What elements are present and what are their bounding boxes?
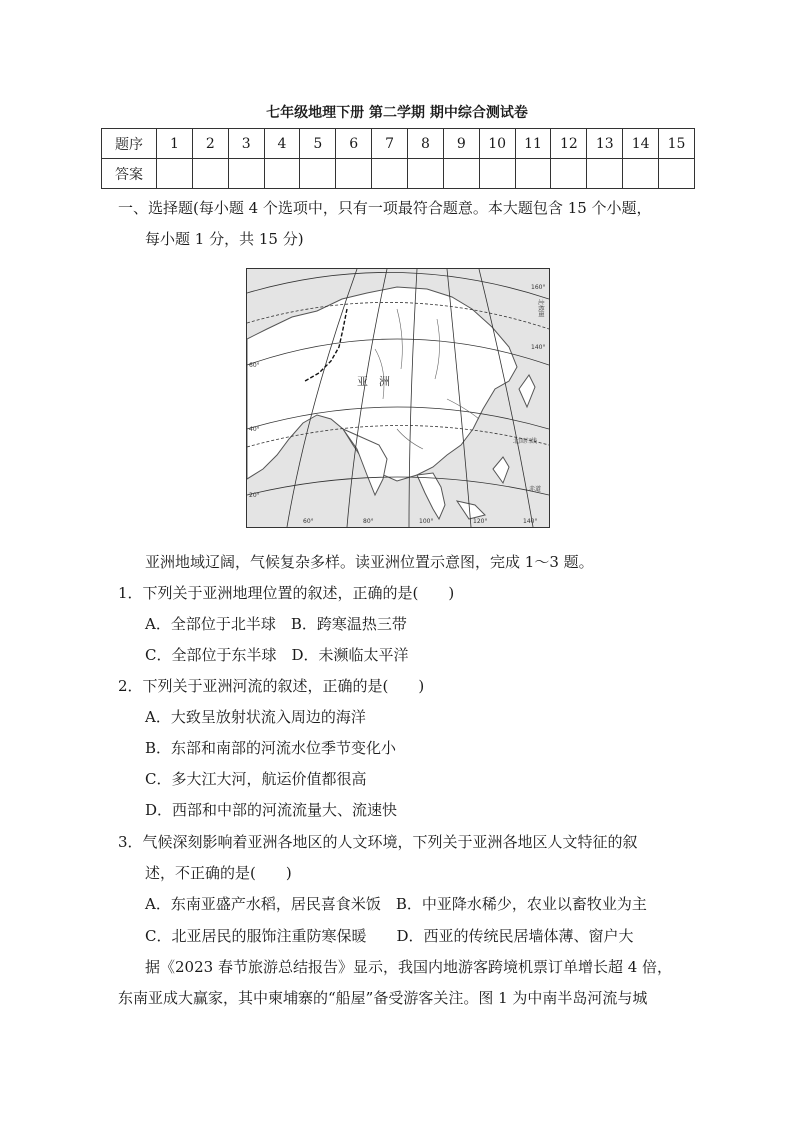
table-cell: 14 [623,129,659,159]
table-cell: 11 [515,129,551,159]
table-row [102,129,695,159]
question-3-options: A．东南亚盛产水稻，居民喜食米饭 B．中亚降水稀少，农业以畜牧业为主 [145,895,647,913]
table-cell: 13 [587,129,623,159]
table-cell: 6 [336,129,372,159]
question-2-option: C．多大江大河，航运价值都很高 [145,770,367,788]
section-heading: 一、选择题(每小题 4 个选项中，只有一项最符合题意。本大题包含 15 个小题， [118,199,652,217]
lat-label: 60° [249,362,260,369]
section-heading-cont: 每小题 1 分，共 15 分) [145,230,304,248]
table-cell: 5 [300,129,336,159]
lat-label: 140° [531,344,546,351]
table-row [102,159,695,189]
intro-text: 亚洲地域辽阔，气候复杂多样。读亚洲位置示意图，完成 1～3 题。 [145,553,594,571]
answer-cell[interactable] [587,159,623,189]
answer-cell[interactable] [479,159,515,189]
passage-text: 东南亚成大赢家，其中柬埔寨的“船屋”备受游客关注。图 1 为中南半岛河流与城 [118,989,648,1007]
lat-label: 20° [249,492,260,499]
lon-label: 80° [363,518,374,525]
answer-cell[interactable] [228,159,264,189]
map-graphic [247,269,549,527]
equator-label: 赤道 [529,486,542,493]
continent-label: 亚 洲 [357,375,390,388]
question-1-stem: 1．下列关于亚洲地理位置的叙述，正确的是( ) [118,584,455,602]
question-2-option: A．大致呈放射状流入周边的海洋 [145,708,366,726]
question-1-options: A．全部位于北半球 B．跨寒温热三带 [145,615,407,633]
answer-cell[interactable] [264,159,300,189]
asia-location-map [246,268,550,528]
question-3-options: C．北亚居民的服饰注重防寒保暖 D．西亚的传统民居墙体薄、窗户大 [145,927,634,945]
table-cell: 10 [479,129,515,159]
lon-label: 100° [419,518,434,525]
answer-cell[interactable] [659,159,695,189]
table-cell: 1 [157,129,193,159]
question-2-option: D．西部和中部的河流流量大、流速快 [145,801,398,819]
arctic-label: 北极圈 [537,299,544,318]
answer-cell[interactable] [443,159,479,189]
tropic-label: 北回归线 [513,438,538,445]
answer-cell[interactable] [336,159,372,189]
lon-label: 60° [303,518,314,525]
question-2-option: B．东部和南部的河流水位季节变化小 [145,739,397,757]
table-cell: 12 [551,129,587,159]
answer-cell[interactable] [372,159,408,189]
question-3-stem-cont: 述，不正确的是( ) [145,864,292,882]
answer-cell[interactable] [551,159,587,189]
answer-table [101,128,695,189]
passage-text: 据《2023 春节旅游总结报告》显示，我国内地游客跨境机票订单增长超 4 倍， [145,958,673,976]
table-cell: 3 [228,129,264,159]
row-label-number: 题序 [102,129,157,159]
table-cell: 2 [192,129,228,159]
table-cell: 8 [408,129,444,159]
answer-cell[interactable] [515,159,551,189]
lat-label: 40° [249,426,260,433]
page-title: 七年级地理下册 第二学期 期中综合测试卷 [266,105,528,121]
answer-cell[interactable] [623,159,659,189]
table-cell: 7 [372,129,408,159]
lon-label: 140° [523,518,538,525]
answer-cell[interactable] [157,159,193,189]
question-2-stem: 2．下列关于亚洲河流的叙述，正确的是( ) [118,677,425,695]
question-3-stem: 3．气候深刻影响着亚洲各地区的人文环境，下列关于亚洲各地区人文特征的叙 [118,833,638,851]
question-1-options: C．全部位于东半球 D．未濒临太平洋 [145,646,409,664]
lat-label: 160° [531,284,546,291]
table-cell: 15 [659,129,695,159]
answer-cell[interactable] [192,159,228,189]
table-cell: 4 [264,129,300,159]
row-label-answer: 答案 [102,159,157,189]
answer-cell[interactable] [300,159,336,189]
lon-label: 120° [473,518,488,525]
table-cell: 9 [443,129,479,159]
answer-cell[interactable] [408,159,444,189]
